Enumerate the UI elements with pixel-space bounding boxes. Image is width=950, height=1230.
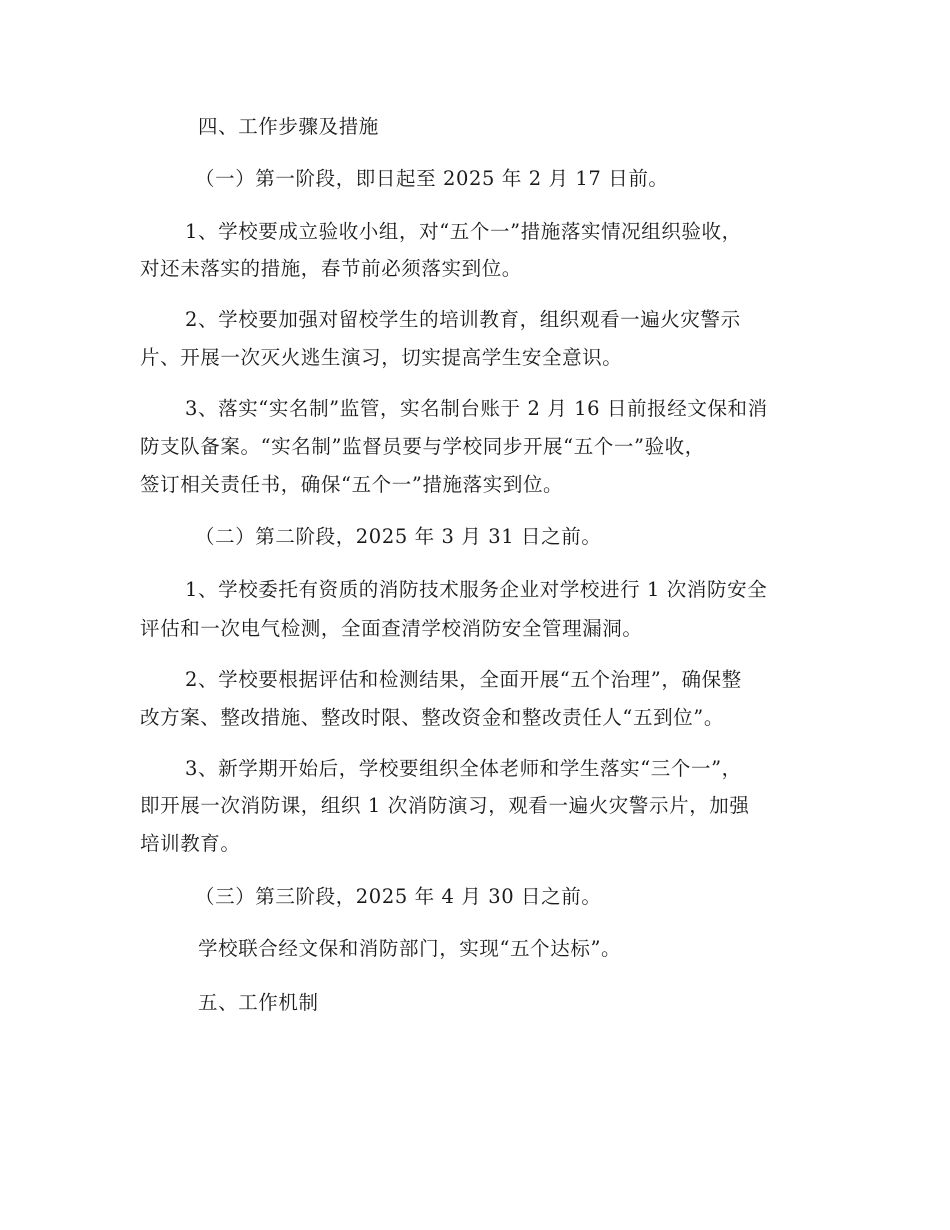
section-5-heading: 五、工作机制 [198,991,319,1014]
section-4-heading: 四、工作步骤及措施 [198,115,379,138]
phase-1-item-2-line-2: 片、开展一次灭火逃生演习，切实提高学生安全意识。 [140,346,623,369]
phase-2-item-2-line-1: 2、学校要根据评估和检测结果，全面开展“五个治理”，确保整 [185,668,742,691]
phase-1-item-3-line-3: 签订相关责任书，确保“五个一”措施落实到位。 [140,473,564,496]
phase-2-item-1-line-2: 评估和一次电气检测，全面查清学校消防安全管理漏洞。 [140,617,643,640]
phase-3-heading: （三）第三阶段，2025 年 4 月 30 日之前。 [195,885,602,908]
phase-2-item-3-line-1: 3、新学期开始后，学校要组织全体老师和学生落实“三个一”， [185,757,742,780]
phase-2-item-2-line-2: 改方案、整改措施、整改时限、整改资金和整改责任人“五到位”。 [140,706,724,729]
phase-2-heading: （二）第二阶段，2025 年 3 月 31 日之前。 [195,525,602,548]
phase-1-item-3-line-1: 3、落实“实名制”监管，实名制台账于 2 月 16 日前报经文保和消 [185,397,768,420]
phase-1-item-1-line-1: 1、学校要成立验收小组，对“五个一”措施落实情况组织验收， [185,220,742,243]
phase-1-item-3-line-2: 防支队备案。“实名制”监督员要与学校同步开展“五个一”验收， [140,435,705,458]
phase-3-text: 学校联合经文保和消防部门，实现“五个达标”。 [198,937,622,960]
phase-2-item-1-line-1: 1、学校委托有资质的消防技术服务企业对学校进行 1 次消防安全 [185,578,768,601]
phase-1-item-1-line-2: 对还未落实的措施，春节前必须落实到位。 [140,257,522,280]
phase-2-item-3-line-2: 即开展一次消防课，组织 1 次消防演习，观看一遍火灾警示片，加强 [140,794,750,817]
phase-1-item-2-line-1: 2、学校要加强对留校学生的培训教育，组织观看一遍火灾警示 [185,308,741,331]
phase-2-item-3-line-3: 培训教育。 [140,832,241,855]
phase-1-heading: （一）第一阶段，即日起至 2025 年 2 月 17 日前。 [195,167,669,190]
